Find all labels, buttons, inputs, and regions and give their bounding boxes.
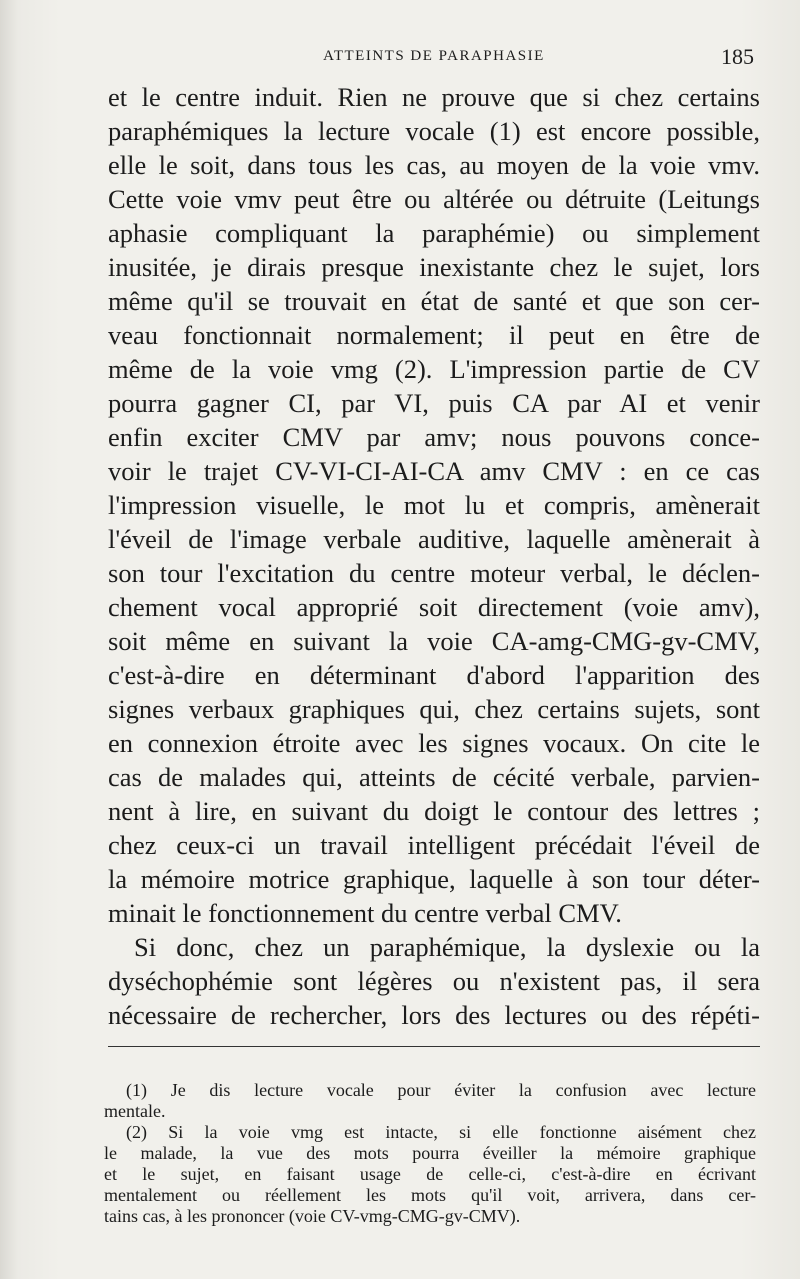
footnote-line: (2) Si la voie vmg est intacte, si elle fonctionne aisément chez bbox=[126, 1122, 756, 1142]
footnotes bbox=[104, 1080, 756, 1227]
text-line: signes verbaux graphiques qui, chez certains sujets, sont bbox=[108, 694, 760, 724]
text-line: aphasie compliquant la paraphémie) ou simplement bbox=[108, 218, 760, 248]
page-number: 185 bbox=[721, 44, 754, 69]
text-line: c'est-à-dire en déterminant d'abord l'apparition des bbox=[108, 660, 760, 690]
text-line: veau fonctionnait normalement; il peut en être de bbox=[108, 320, 760, 350]
text-line: soit même en suivant la voie CA-amg-CMG-gv-CMV, bbox=[108, 626, 760, 656]
text-line: et le centre induit. Rien ne prouve que si chez certains bbox=[108, 82, 760, 112]
text-line: voir le trajet CV-VI-CI-AI-CA amv CMV : en ce cas bbox=[108, 456, 760, 486]
text-line: nécessaire de rechercher, lors des lectures ou des répéti- bbox=[108, 1000, 760, 1030]
footnote-line: tains cas, à les prononcer (voie CV-vmg-CMG-gv-CMV). bbox=[104, 1206, 521, 1226]
text-line: cas de malades qui, atteints de cécité verbale, parvien- bbox=[108, 762, 760, 792]
text-line: son tour l'excitation du centre moteur verbal, le déclen- bbox=[108, 558, 760, 588]
footnote-line: mentalement ou réellement les mots qu'il voit, arrivera, dans cer- bbox=[104, 1185, 756, 1205]
text-line: l'éveil de l'image verbale auditive, laquelle amènerait à bbox=[108, 524, 760, 554]
footnote-line: le malade, la vue des mots pourra éveiller la mémoire graphique bbox=[104, 1143, 756, 1163]
footnote-line: mentale. bbox=[104, 1101, 166, 1121]
text-line: Si donc, chez un paraphémique, la dyslexie ou la bbox=[134, 932, 760, 962]
text-line: enfin exciter CMV par amv; nous pouvons conce- bbox=[108, 422, 760, 452]
text-line: dyséchophémie sont légères ou n'existent pas, il sera bbox=[108, 966, 760, 996]
text-line: paraphémiques la lecture vocale (1) est encore possible, bbox=[108, 116, 760, 146]
running-head bbox=[108, 44, 760, 74]
text-line: chez ceux-ci un travail intelligent précédait l'éveil de bbox=[108, 830, 760, 860]
text-line: nent à lire, en suivant du doigt le contour des lettres ; bbox=[108, 796, 760, 826]
body-text bbox=[108, 80, 760, 1032]
text-line: même de la voie vmg (2). L'impression partie de CV bbox=[108, 354, 760, 384]
text-line: même qu'il se trouvait en état de santé et que son cer- bbox=[108, 286, 760, 316]
text-line: chement vocal approprié soit directement (voie amv), bbox=[108, 592, 760, 622]
text-line: minait le fonctionnement du centre verbal CMV. bbox=[108, 898, 622, 928]
text-line: Cette voie vmv peut être ou altérée ou détruite (Leitungs bbox=[108, 184, 760, 214]
text-line: pourra gagner CI, par VI, puis CA par AI et venir bbox=[108, 388, 760, 418]
text-line: la mémoire motrice graphique, laquelle à son tour déter- bbox=[108, 864, 760, 894]
text-line: inusitée, je dirais presque inexistante chez le sujet, lors bbox=[108, 252, 760, 282]
running-title: ATTEINTS DE PARAPHASIE bbox=[323, 48, 545, 64]
footnote-line: et le sujet, en faisant usage de celle-ci, c'est-à-dire en écrivant bbox=[104, 1164, 756, 1184]
text-line: en connexion étroite avec les signes vocaux. On cite le bbox=[108, 728, 760, 758]
footnote-line: (1) Je dis lecture vocale pour éviter la confusion avec lecture bbox=[126, 1080, 756, 1100]
text-line: l'impression visuelle, le mot lu et compris, amènerait bbox=[108, 490, 760, 520]
footnote-divider bbox=[108, 1046, 760, 1047]
text-line: elle le soit, dans tous les cas, au moyen de la voie vmv. bbox=[108, 150, 760, 180]
